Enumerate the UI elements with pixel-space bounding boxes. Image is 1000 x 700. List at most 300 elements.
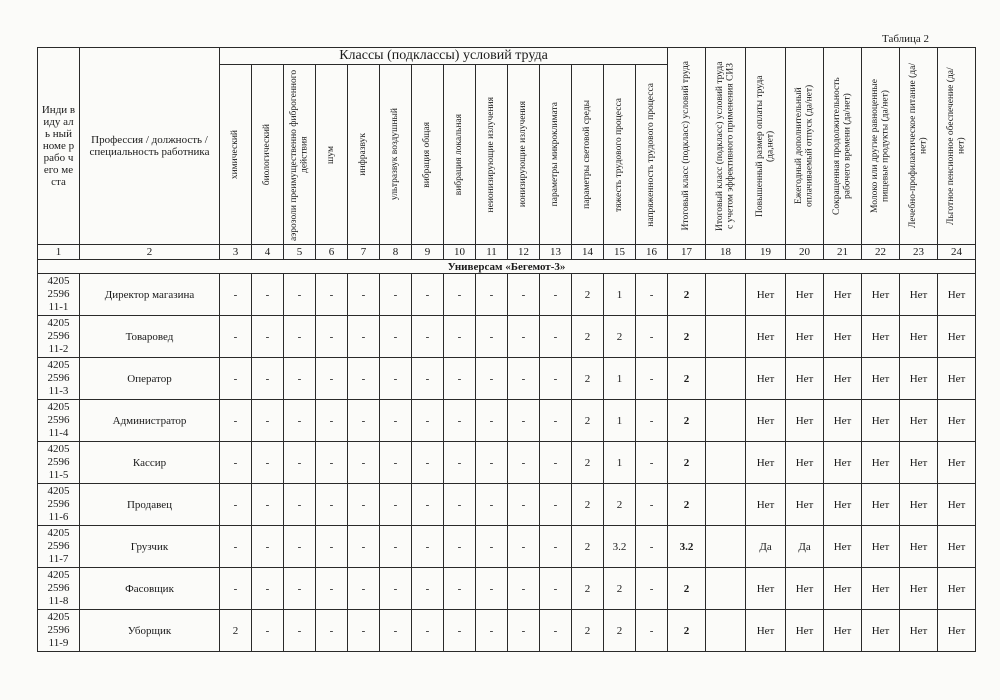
workplace-id-part: 4205 <box>47 401 70 413</box>
factor-cell: - <box>348 568 380 610</box>
factor-cell: - <box>220 568 252 610</box>
factor-cell: - <box>444 316 476 358</box>
factor-cell: - <box>636 358 668 400</box>
final-class-cell: 2 <box>668 568 706 610</box>
table-row <box>38 442 976 484</box>
column-number: 20 <box>786 245 824 260</box>
factor-cell: 2 <box>220 610 252 652</box>
header-summary: Сокращенная продолжительность рабочего времени (да/нет) <box>824 48 862 245</box>
extra-leave-cell: Нет <box>786 484 824 526</box>
pension-cell: Нет <box>938 358 976 400</box>
workplace-id-part: 11-8 <box>48 595 69 607</box>
column-number: 4 <box>252 245 284 260</box>
workplace-id-part: 4205 <box>47 359 70 371</box>
factor-cell: - <box>508 442 540 484</box>
factor-cell: 2 <box>604 568 636 610</box>
factor-cell: - <box>284 442 316 484</box>
table-body <box>38 245 976 652</box>
final-class-cell: 2 <box>668 484 706 526</box>
increased-pay-cell: Нет <box>746 484 786 526</box>
header-factor: вибрация локальная <box>444 65 476 245</box>
factor-cell: - <box>540 568 572 610</box>
header-factor: тяжесть трудового процесса <box>604 65 636 245</box>
increased-pay-cell: Нет <box>746 442 786 484</box>
workplace-id-part: 2596 <box>47 498 70 510</box>
header-summary: Повышенный размер оплаты труда (да,нет) <box>746 48 786 245</box>
column-number: 9 <box>412 245 444 260</box>
factor-cell: 1 <box>604 442 636 484</box>
factor-cell: 2 <box>572 442 604 484</box>
factor-cell: - <box>316 610 348 652</box>
final-class-cell: 2 <box>668 316 706 358</box>
pension-cell: Нет <box>938 400 976 442</box>
workplace-id-cell <box>38 568 80 610</box>
extra-leave-cell: Нет <box>786 274 824 316</box>
factor-cell: 2 <box>604 316 636 358</box>
factor-cell: - <box>252 526 284 568</box>
header-factor: ионизирующие излучения <box>508 65 540 245</box>
workplace-id-part: 2596 <box>47 624 70 636</box>
factor-cell: - <box>284 316 316 358</box>
pension-cell: Нет <box>938 526 976 568</box>
table-row <box>38 526 976 568</box>
siz-class-cell <box>706 316 746 358</box>
reduced-hours-cell: Нет <box>824 610 862 652</box>
pension-cell: Нет <box>938 484 976 526</box>
table-row <box>38 610 976 652</box>
factor-cell: 2 <box>572 484 604 526</box>
factor-cell: - <box>476 358 508 400</box>
factor-cell: - <box>540 274 572 316</box>
final-class-cell: 2 <box>668 274 706 316</box>
factor-cell: - <box>380 400 412 442</box>
column-number: 19 <box>746 245 786 260</box>
factor-cell: - <box>316 400 348 442</box>
factor-cell: 2 <box>572 358 604 400</box>
factor-cell: - <box>508 526 540 568</box>
reduced-hours-cell: Нет <box>824 274 862 316</box>
column-number: 6 <box>316 245 348 260</box>
factor-cell: - <box>636 442 668 484</box>
factor-cell: - <box>444 610 476 652</box>
factor-cell: - <box>252 358 284 400</box>
factor-cell: - <box>220 442 252 484</box>
column-number: 5 <box>284 245 316 260</box>
profession-cell: Фасовщик <box>80 568 220 610</box>
factor-cell: - <box>476 526 508 568</box>
working-conditions-table <box>37 47 976 652</box>
column-number: 11 <box>476 245 508 260</box>
factor-cell: - <box>412 484 444 526</box>
siz-class-cell <box>706 484 746 526</box>
workplace-id-part: 4205 <box>47 443 70 455</box>
factor-cell: - <box>220 358 252 400</box>
profession-cell: Кассир <box>80 442 220 484</box>
reduced-hours-cell: Нет <box>824 484 862 526</box>
profession-cell: Грузчик <box>80 526 220 568</box>
factor-cell: - <box>444 442 476 484</box>
header-factor: вибрация общая <box>412 65 444 245</box>
workplace-id-cell <box>38 274 80 316</box>
workplace-id-part: 2596 <box>47 372 70 384</box>
factor-cell: - <box>508 610 540 652</box>
column-number-row <box>38 245 976 260</box>
workplace-id-cell <box>38 526 80 568</box>
reduced-hours-cell: Нет <box>824 400 862 442</box>
workplace-id-cell <box>38 358 80 400</box>
factor-cell: - <box>220 274 252 316</box>
factor-cell: - <box>412 526 444 568</box>
factor-cell: - <box>444 526 476 568</box>
factor-cell: - <box>316 442 348 484</box>
factor-cell: 3.2 <box>604 526 636 568</box>
column-number: 15 <box>604 245 636 260</box>
factor-cell: - <box>348 274 380 316</box>
factor-cell: - <box>508 484 540 526</box>
factor-cell: - <box>252 484 284 526</box>
header-profession: Профессия / должность / специальность работника <box>80 48 220 245</box>
table-row <box>38 316 976 358</box>
factor-cell: - <box>252 400 284 442</box>
factor-cell: - <box>636 316 668 358</box>
factor-cell: - <box>380 358 412 400</box>
header-factor: параметры световой среды <box>572 65 604 245</box>
factor-cell: - <box>220 316 252 358</box>
workplace-id-part: 4205 <box>47 527 70 539</box>
header-id: Инди виду аль ный номе р рабо чего места <box>38 48 80 245</box>
factor-cell: - <box>348 316 380 358</box>
siz-class-cell <box>706 610 746 652</box>
factor-cell: - <box>380 274 412 316</box>
factor-cell: - <box>412 274 444 316</box>
column-number: 1 <box>38 245 80 260</box>
pension-cell: Нет <box>938 316 976 358</box>
factor-cell: - <box>380 610 412 652</box>
column-number: 24 <box>938 245 976 260</box>
table-row <box>38 484 976 526</box>
milk-cell: Нет <box>862 568 900 610</box>
factor-cell: - <box>284 610 316 652</box>
factor-cell: 2 <box>572 526 604 568</box>
milk-cell: Нет <box>862 400 900 442</box>
reduced-hours-cell: Нет <box>824 526 862 568</box>
pension-cell: Нет <box>938 568 976 610</box>
column-number: 13 <box>540 245 572 260</box>
milk-cell: Нет <box>862 484 900 526</box>
factor-cell: - <box>444 274 476 316</box>
column-number: 2 <box>80 245 220 260</box>
workplace-id-cell <box>38 400 80 442</box>
header-classes-group: Классы (подклассы) условий труда <box>220 48 668 65</box>
factor-cell: - <box>284 526 316 568</box>
factor-cell: - <box>636 610 668 652</box>
workplace-id-cell <box>38 316 80 358</box>
pension-cell: Нет <box>938 442 976 484</box>
header-factor: биологический <box>252 65 284 245</box>
factor-cell: - <box>348 526 380 568</box>
factor-cell: - <box>284 400 316 442</box>
column-number: 22 <box>862 245 900 260</box>
extra-leave-cell: Нет <box>786 568 824 610</box>
workplace-id-part: 4205 <box>47 485 70 497</box>
column-number: 17 <box>668 245 706 260</box>
workplace-id-part: 2596 <box>47 456 70 468</box>
factor-cell: - <box>380 526 412 568</box>
factor-cell: - <box>540 526 572 568</box>
header-factor: шум <box>316 65 348 245</box>
factor-cell: 1 <box>604 274 636 316</box>
siz-class-cell <box>706 274 746 316</box>
final-class-cell: 2 <box>668 400 706 442</box>
table-row <box>38 358 976 400</box>
factor-cell: - <box>508 358 540 400</box>
reduced-hours-cell: Нет <box>824 316 862 358</box>
profession-cell: Оператор <box>80 358 220 400</box>
milk-cell: Нет <box>862 442 900 484</box>
workplace-id-part: 2596 <box>47 414 70 426</box>
workplace-id-part: 4205 <box>47 611 70 623</box>
final-class-cell: 2 <box>668 442 706 484</box>
table-row <box>38 568 976 610</box>
final-class-cell: 2 <box>668 358 706 400</box>
profession-cell: Продавец <box>80 484 220 526</box>
column-number: 3 <box>220 245 252 260</box>
factor-cell: - <box>636 400 668 442</box>
factor-cell: - <box>476 400 508 442</box>
siz-class-cell <box>706 442 746 484</box>
factor-cell: - <box>540 610 572 652</box>
increased-pay-cell: Нет <box>746 400 786 442</box>
factor-cell: - <box>412 400 444 442</box>
extra-leave-cell: Да <box>786 526 824 568</box>
factor-cell: - <box>412 358 444 400</box>
header-summary: Итоговый класс (подкласс) условий труда с учетом эффективного применения СИЗ <box>706 48 746 245</box>
workplace-id-part: 2596 <box>47 330 70 342</box>
workplace-id-part: 2596 <box>47 540 70 552</box>
factor-cell: - <box>284 274 316 316</box>
factor-cell: - <box>508 568 540 610</box>
factor-cell: - <box>316 358 348 400</box>
siz-class-cell <box>706 526 746 568</box>
factor-cell: 2 <box>572 316 604 358</box>
factor-cell: 2 <box>572 568 604 610</box>
factor-cell: - <box>284 568 316 610</box>
therapeutic-food-cell: Нет <box>900 526 938 568</box>
factor-cell: - <box>540 358 572 400</box>
factor-cell: - <box>444 358 476 400</box>
workplace-id-part: 11-7 <box>48 553 69 565</box>
extra-leave-cell: Нет <box>786 400 824 442</box>
factor-cell: - <box>252 316 284 358</box>
header-summary: Молоко или другие равноценные пищевые продукты (да/нет) <box>862 48 900 245</box>
factor-cell: - <box>380 316 412 358</box>
increased-pay-cell: Да <box>746 526 786 568</box>
factor-cell: - <box>316 526 348 568</box>
reduced-hours-cell: Нет <box>824 442 862 484</box>
pension-cell: Нет <box>938 610 976 652</box>
header-factor: неионизирующие излучения <box>476 65 508 245</box>
siz-class-cell <box>706 400 746 442</box>
therapeutic-food-cell: Нет <box>900 400 938 442</box>
factor-cell: - <box>636 274 668 316</box>
factor-cell: - <box>444 400 476 442</box>
column-number: 8 <box>380 245 412 260</box>
factor-cell: - <box>412 316 444 358</box>
factor-cell: - <box>476 610 508 652</box>
milk-cell: Нет <box>862 610 900 652</box>
header-summary: Итоговый класс (подкласс) условий труда <box>668 48 706 245</box>
therapeutic-food-cell: Нет <box>900 568 938 610</box>
workplace-id-cell <box>38 484 80 526</box>
factor-cell: - <box>252 442 284 484</box>
extra-leave-cell: Нет <box>786 610 824 652</box>
factor-cell: 2 <box>604 484 636 526</box>
section-row <box>38 260 976 274</box>
factor-cell: - <box>316 484 348 526</box>
extra-leave-cell: Нет <box>786 358 824 400</box>
increased-pay-cell: Нет <box>746 274 786 316</box>
workplace-id-part: 11-9 <box>48 637 69 649</box>
factor-cell: - <box>316 568 348 610</box>
factor-cell: - <box>508 400 540 442</box>
factor-cell: - <box>380 442 412 484</box>
factor-cell: - <box>508 274 540 316</box>
column-number: 18 <box>706 245 746 260</box>
factor-cell: - <box>252 274 284 316</box>
factor-cell: - <box>412 568 444 610</box>
factor-cell: - <box>348 358 380 400</box>
workplace-id-part: 11-4 <box>48 427 69 439</box>
milk-cell: Нет <box>862 274 900 316</box>
workplace-id-part: 4205 <box>47 275 70 287</box>
header-factor: напряженность трудового процесса <box>636 65 668 245</box>
therapeutic-food-cell: Нет <box>900 274 938 316</box>
factor-cell: - <box>284 484 316 526</box>
factor-cell: 2 <box>572 610 604 652</box>
section-title: Универсам «Бегемот-3» <box>38 260 976 274</box>
workplace-id-part: 11-6 <box>48 511 69 523</box>
therapeutic-food-cell: Нет <box>900 442 938 484</box>
factor-cell: - <box>476 442 508 484</box>
column-number: 10 <box>444 245 476 260</box>
factor-cell: 1 <box>604 358 636 400</box>
column-number: 21 <box>824 245 862 260</box>
table-label: Таблица 2 <box>882 33 930 45</box>
factor-cell: - <box>444 568 476 610</box>
factor-cell: 2 <box>604 610 636 652</box>
factor-cell: - <box>348 442 380 484</box>
header-summary: Лечебно-профилактическое питание (да/нет) <box>900 48 938 245</box>
profession-cell: Директор магазина <box>80 274 220 316</box>
factor-cell: - <box>540 316 572 358</box>
workplace-id-part: 11-3 <box>48 385 69 397</box>
increased-pay-cell: Нет <box>746 358 786 400</box>
factor-cell: - <box>636 568 668 610</box>
profession-cell: Администратор <box>80 400 220 442</box>
final-class-cell: 3.2 <box>668 526 706 568</box>
pension-cell: Нет <box>938 274 976 316</box>
factor-cell: - <box>444 484 476 526</box>
therapeutic-food-cell: Нет <box>900 358 938 400</box>
extra-leave-cell: Нет <box>786 442 824 484</box>
profession-cell: Товаровед <box>80 316 220 358</box>
factor-cell: - <box>540 400 572 442</box>
workplace-id-part: 11-5 <box>48 469 69 481</box>
factor-cell: - <box>540 484 572 526</box>
factor-cell: - <box>220 400 252 442</box>
factor-cell: - <box>412 442 444 484</box>
workplace-id-part: 11-2 <box>48 343 69 355</box>
factor-cell: - <box>540 442 572 484</box>
workplace-id-part: 4205 <box>47 569 70 581</box>
factor-cell: - <box>220 484 252 526</box>
factor-cell: - <box>380 484 412 526</box>
workplace-id-part: 2596 <box>47 288 70 300</box>
milk-cell: Нет <box>862 526 900 568</box>
header-factor: аэрозоли преимущественно фиброгенного действия <box>284 65 316 245</box>
header-factor: инфразвук <box>348 65 380 245</box>
factor-cell: - <box>284 358 316 400</box>
factor-cell: - <box>476 316 508 358</box>
workplace-id-part: 11-1 <box>48 301 69 313</box>
factor-cell: - <box>476 568 508 610</box>
workplace-id-part: 4205 <box>47 317 70 329</box>
factor-cell: - <box>252 568 284 610</box>
column-number: 23 <box>900 245 938 260</box>
header-factor: химический <box>220 65 252 245</box>
workplace-id-cell <box>38 610 80 652</box>
factor-cell: - <box>380 568 412 610</box>
increased-pay-cell: Нет <box>746 316 786 358</box>
factor-cell: 2 <box>572 274 604 316</box>
column-number: 12 <box>508 245 540 260</box>
header-summary: Ежегодный дополнительный оплачиваемый отпуск (да/нет) <box>786 48 824 245</box>
factor-cell: - <box>476 484 508 526</box>
therapeutic-food-cell: Нет <box>900 610 938 652</box>
final-class-cell: 2 <box>668 610 706 652</box>
increased-pay-cell: Нет <box>746 568 786 610</box>
increased-pay-cell: Нет <box>746 610 786 652</box>
factor-cell: - <box>508 316 540 358</box>
milk-cell: Нет <box>862 316 900 358</box>
column-number: 16 <box>636 245 668 260</box>
header-factor: ультразвук воздушный <box>380 65 412 245</box>
column-number: 7 <box>348 245 380 260</box>
header-summary: Льготное пенсионное обеспечение (да/нет) <box>938 48 976 245</box>
siz-class-cell <box>706 358 746 400</box>
factor-cell: - <box>252 610 284 652</box>
column-number: 14 <box>572 245 604 260</box>
table-row <box>38 274 976 316</box>
header-factor: параметры микроклимата <box>540 65 572 245</box>
siz-class-cell <box>706 568 746 610</box>
factor-cell: - <box>316 274 348 316</box>
factor-cell: - <box>348 610 380 652</box>
therapeutic-food-cell: Нет <box>900 316 938 358</box>
factor-cell: - <box>348 400 380 442</box>
factor-cell: 1 <box>604 400 636 442</box>
profession-cell: Уборщик <box>80 610 220 652</box>
factor-cell: - <box>476 274 508 316</box>
table-row <box>38 400 976 442</box>
factor-cell: - <box>220 526 252 568</box>
factor-cell: 2 <box>572 400 604 442</box>
factor-cell: - <box>412 610 444 652</box>
reduced-hours-cell: Нет <box>824 358 862 400</box>
factor-cell: - <box>348 484 380 526</box>
milk-cell: Нет <box>862 358 900 400</box>
therapeutic-food-cell: Нет <box>900 484 938 526</box>
